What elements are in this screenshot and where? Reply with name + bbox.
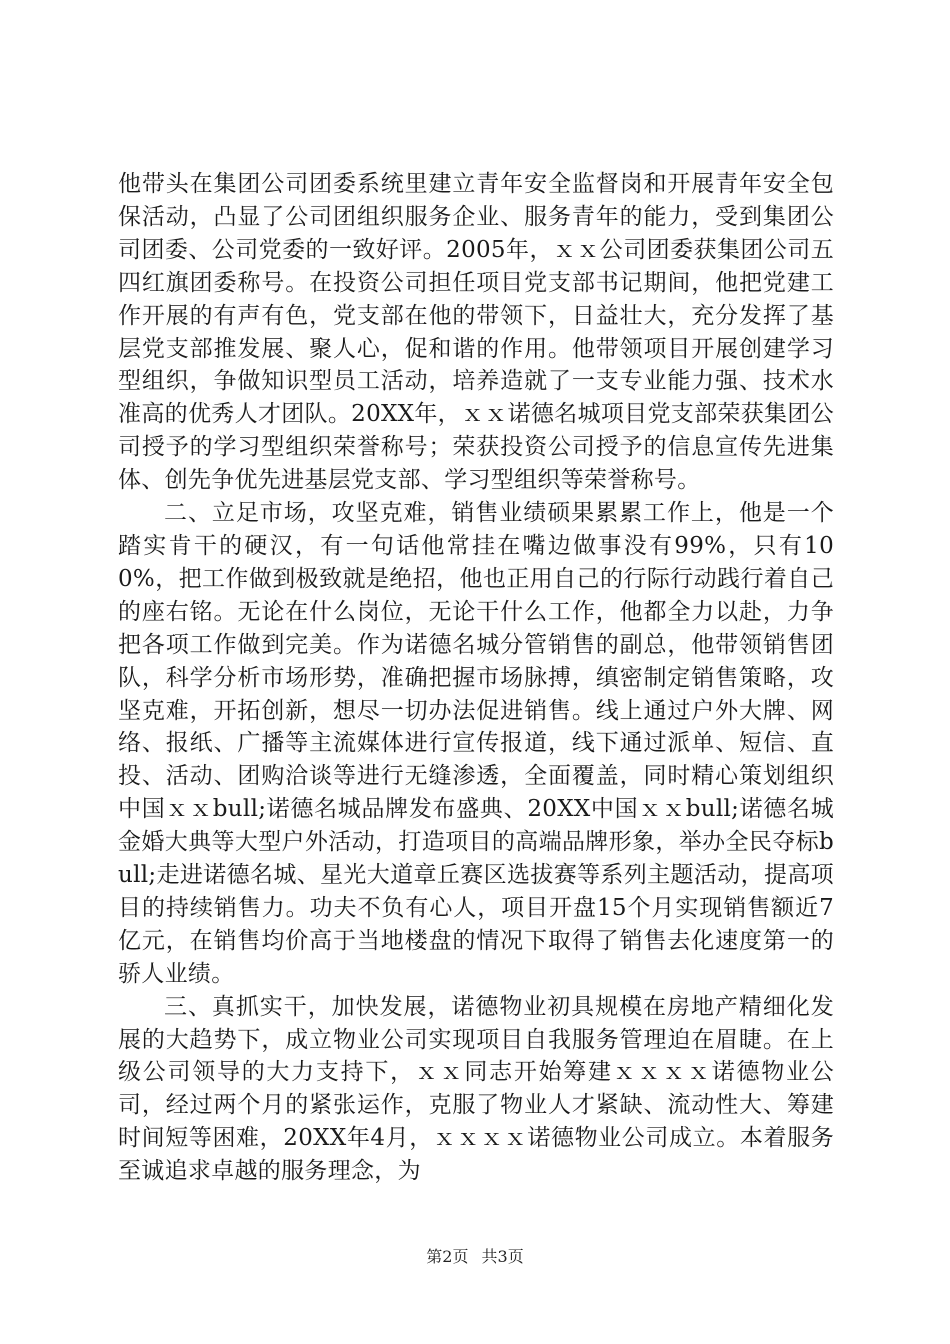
page-number: 第2页 [426,1247,469,1266]
paragraph-2: 二、立足市场，攻坚克难，销售业绩硕果累累工作上，他是一个踏实肯干的硬汉，有一句话他常挂在嘴边做事没有99%，只有100%，把工作做到极致就是绝招，他也正用自己的行际行动践行着自己的座右铭。无论在什么岗位，无论干什么工作，他都全力以赴，力争把各项工作做到完美。作为诺德名城分管销售的副总，他带领销售团队，科学分析市场形势，准确把握市场脉搏，缜密制定销售策略，攻坚克难，开拓创新，想尽一切办法促进销售。线上通过户外大牌、网络、报纸、广播等主流媒体进行宣传报道，线下通过派单、短信、直投、活动、团购洽谈等进行无缝渗透，全面覆盖，同时精心策划组织中国ｘｘbull;诺德名城品牌发布盛典、20XX中国ｘｘbull;诺德名城金婚大典等大型户外活动，打造项目的高端品牌形象，举办全民夺标bull;走进诺德名城、星光大道章丘赛区选拔赛等系列主题活动，提高项目的持续销售力。功夫不负有心人，项目开盘15个月实现销售额近7亿元，在销售均价高于当地楼盘的情况下取得了销售去化速度第一的骄人业绩。 [118,500,834,987]
paragraph-1: 他带头在集团公司团委系统里建立青年安全监督岗和开展青年安全包保活动，凸显了公司团组织服务企业、服务青年的能力，受到集团公司团委、公司党委的一致好评。2005年，ｘｘ公司团委获集团公司五四红旗团委称号。在投资公司担任项目党支部书记期间，他把党建工作开展的有声有色，党支部在他的带领下，日益壮大，充分发挥了基层党支部推发展、聚人心，促和谐的作用。他带领项目开展创建学习型组织，争做知识型员工活动，培养造就了一支专业能力强、技术水准高的优秀人才团队。20XX年，ｘｘ诺德名城项目党支部荣获集团公司授予的学习型组织荣誉称号；荣获投资公司授予的信息宣传先进集体、创先争优先进基层党支部、学习型组织等荣誉称号。 [118,171,834,494]
page-footer [0,1244,950,1267]
page-total: 共3页 [481,1247,524,1266]
paragraph-3: 三、真抓实干，加快发展，诺德物业初具规模在房地产精细化发展的大趋势下，成立物业公司实现项目自我服务管理迫在眉睫。在上级公司领导的大力支持下，ｘｘ同志开始筹建ｘｘｘｘ诺德物业公司，经过两个月的紧张运作，克服了物业人才紧缺、流动性大、筹建时间短等困难，20XX年4月，ｘｘｘｘ诺德物业公司成立。本着服务至诚追求卓越的服务理念，为 [118,993,834,1185]
document-body [118,168,834,1188]
